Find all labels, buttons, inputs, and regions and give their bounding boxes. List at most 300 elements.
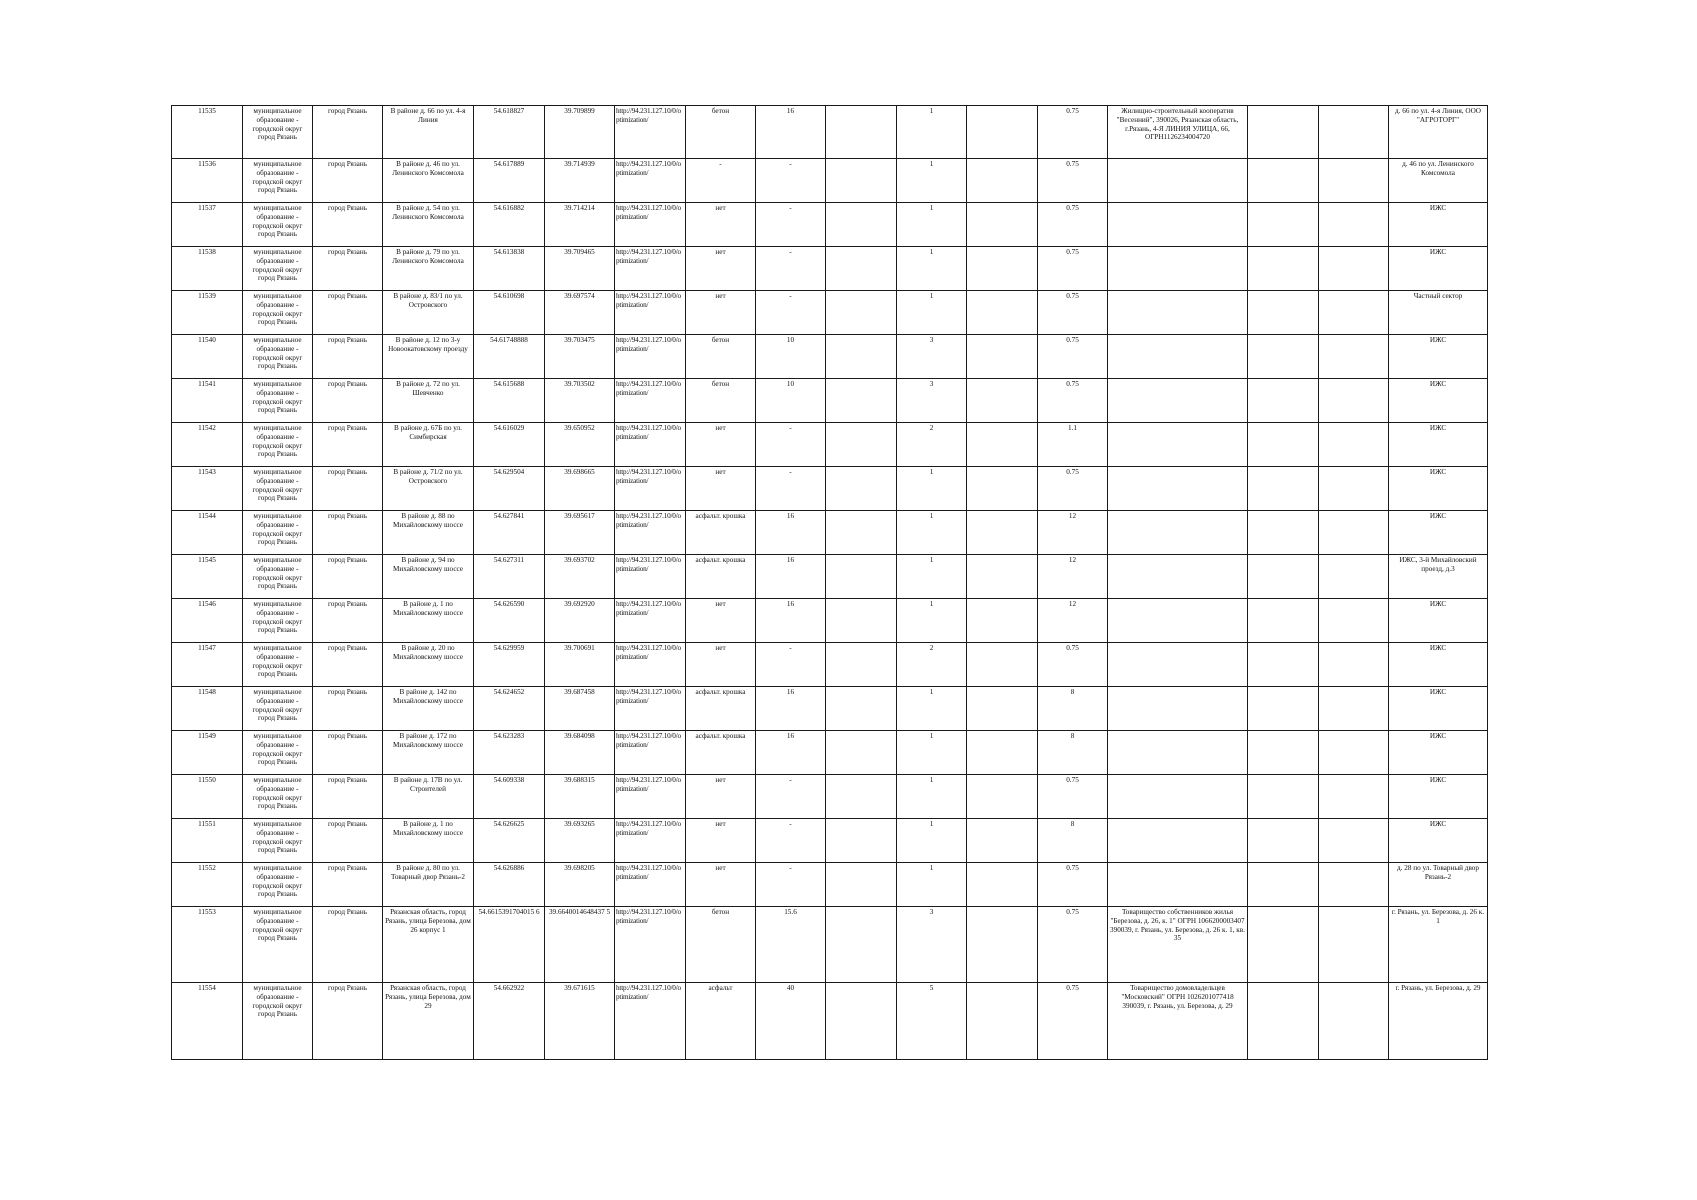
empty-cell [967,159,1038,203]
empty-cell [826,599,897,643]
containers-count-cell: 1 [897,731,967,775]
surface-cell: нет [686,819,756,863]
longitude-cell: 39.650952 [545,423,615,467]
container-volume-cell: 0.75 [1038,775,1108,819]
latitude-cell: 54.629504 [474,467,545,511]
municipality-cell: муниципальное образование - городской округ город Рязань [243,599,313,643]
row-number-cell: 11539 [172,291,243,335]
address-cell: В районе д. 71/2 по ул. Островского [383,467,474,511]
longitude-cell: 39.692920 [545,599,615,643]
container-volume-cell: 0.75 [1038,106,1108,159]
surface-cell: нет [686,599,756,643]
surface-cell: нет [686,467,756,511]
area-cell: 16 [756,106,826,159]
settlement-cell: город Рязань [313,643,383,687]
empty-cell [1248,467,1319,511]
longitude-cell: 39.687458 [545,687,615,731]
empty-cell [1248,106,1319,159]
containers-count-cell: 1 [897,511,967,555]
owner-cell [1108,775,1248,819]
latitude-cell: 54.6615391704015 6 [474,907,545,983]
map-link-cell[interactable]: http://94.231.127.10/0/optimization/ [615,863,686,907]
empty-cell [826,291,897,335]
latitude-cell: 54.616029 [474,423,545,467]
area-cell: 40 [756,983,826,1060]
longitude-cell: 39.709465 [545,247,615,291]
latitude-cell: 54.617889 [474,159,545,203]
empty-cell [1248,335,1319,379]
waste-sources-cell: ИЖС [1389,511,1488,555]
surface-cell: нет [686,247,756,291]
map-link-cell[interactable]: http://94.231.127.10/0/optimization/ [615,643,686,687]
containers-count-cell: 1 [897,863,967,907]
containers-count-cell: 3 [897,335,967,379]
empty-cell [1248,983,1319,1060]
latitude-cell: 54.609338 [474,775,545,819]
empty-cell [1248,687,1319,731]
owner-cell [1108,687,1248,731]
municipality-cell: муниципальное образование - городской округ город Рязань [243,379,313,423]
empty-cell [1319,203,1389,247]
empty-cell [826,983,897,1060]
empty-cell [1319,687,1389,731]
surface-cell: нет [686,775,756,819]
empty-cell [967,335,1038,379]
municipality-cell: муниципальное образование - городской округ город Рязань [243,247,313,291]
map-link-cell[interactable]: http://94.231.127.10/0/optimization/ [615,599,686,643]
area-cell: 16 [756,687,826,731]
settlement-cell: город Рязань [313,555,383,599]
containers-count-cell: 5 [897,983,967,1060]
longitude-cell: 39.688315 [545,775,615,819]
owner-cell [1108,247,1248,291]
empty-cell [1248,863,1319,907]
container-volume-cell: 0.75 [1038,863,1108,907]
address-cell: Рязанская область, город Рязань, улица Березова, дом 29 [383,983,474,1060]
area-cell: 16 [756,599,826,643]
settlement-cell: город Рязань [313,599,383,643]
longitude-cell: 39.6640014648437 5 [545,907,615,983]
empty-cell [1319,775,1389,819]
empty-cell [1319,511,1389,555]
map-link-cell[interactable]: http://94.231.127.10/0/optimization/ [615,379,686,423]
waste-sources-cell: ИЖС [1389,599,1488,643]
owner-cell [1108,599,1248,643]
waste-sources-cell: ИЖС [1389,335,1488,379]
address-cell: В районе д. 20 по Михайловскому шоссе [383,643,474,687]
municipality-cell: муниципальное образование - городской округ город Рязань [243,291,313,335]
latitude-cell: 54.626590 [474,599,545,643]
settlement-cell: город Рязань [313,863,383,907]
empty-cell [826,159,897,203]
settlement-cell: город Рязань [313,511,383,555]
map-link-cell[interactable]: http://94.231.127.10/0/optimization/ [615,423,686,467]
containers-count-cell: 2 [897,643,967,687]
settlement-cell: город Рязань [313,106,383,159]
table-row [172,106,1488,159]
longitude-cell: 39.700691 [545,643,615,687]
waste-sources-cell: ИЖС [1389,731,1488,775]
row-number-cell: 11554 [172,983,243,1060]
empty-cell [1248,731,1319,775]
waste-sources-cell: д. 46 по ул. Ленинского Комсомола [1389,159,1488,203]
empty-cell [826,423,897,467]
address-cell: В районе д. 54 по ул. Ленинского Комсомола [383,203,474,247]
empty-cell [967,687,1038,731]
empty-cell [1319,819,1389,863]
container-volume-cell: 1.1 [1038,423,1108,467]
table-row [172,907,1488,983]
map-link-cell[interactable]: http://94.231.127.10/0/optimization/ [615,159,686,203]
municipality-cell: муниципальное образование - городской округ город Рязань [243,106,313,159]
owner-cell: Товарищество собственников жилья "Березова, д. 26, к. 1" ОГРН 1066200003407 390039, г. Рязань, ул. Березова, д. 26 к. 1, кв. 35 [1108,907,1248,983]
settlement-cell: город Рязань [313,335,383,379]
longitude-cell: 39.714939 [545,159,615,203]
latitude-cell: 54.61748888 [474,335,545,379]
settlement-cell: город Рязань [313,291,383,335]
empty-cell [826,335,897,379]
municipality-cell: муниципальное образование - городской округ город Рязань [243,643,313,687]
settlement-cell: город Рязань [313,983,383,1060]
table-row [172,731,1488,775]
map-link-cell[interactable]: http://94.231.127.10/0/optimization/ [615,106,686,159]
empty-cell [967,106,1038,159]
row-number-cell: 11549 [172,731,243,775]
area-cell: - [756,247,826,291]
empty-cell [1248,907,1319,983]
empty-cell [1248,599,1319,643]
settlement-cell: город Рязань [313,203,383,247]
containers-count-cell: 1 [897,291,967,335]
surface-cell: асфальт. крошка [686,687,756,731]
empty-cell [1248,203,1319,247]
surface-cell: нет [686,643,756,687]
row-number-cell: 11550 [172,775,243,819]
waste-sources-cell: г. Рязань, ул. Березова, д. 26 к. 1 [1389,907,1488,983]
container-volume-cell: 0.75 [1038,983,1108,1060]
latitude-cell: 54.616882 [474,203,545,247]
owner-cell [1108,423,1248,467]
latitude-cell: 54.615688 [474,379,545,423]
area-cell: - [756,819,826,863]
area-cell: - [756,643,826,687]
map-link-cell[interactable]: http://94.231.127.10/0/optimization/ [615,775,686,819]
empty-cell [1319,291,1389,335]
empty-cell [826,379,897,423]
row-number-cell: 11552 [172,863,243,907]
latitude-cell: 54.613838 [474,247,545,291]
map-link-cell[interactable]: http://94.231.127.10/0/optimization/ [615,819,686,863]
empty-cell [1248,775,1319,819]
containers-count-cell: 1 [897,599,967,643]
container-volume-cell: 0.75 [1038,291,1108,335]
empty-cell [967,247,1038,291]
owner-cell [1108,731,1248,775]
area-cell: 16 [756,511,826,555]
waste-sources-cell: ИЖС [1389,247,1488,291]
area-cell: 16 [756,555,826,599]
area-cell: 10 [756,335,826,379]
latitude-cell: 54.626886 [474,863,545,907]
owner-cell [1108,335,1248,379]
row-number-cell: 11538 [172,247,243,291]
empty-cell [1319,643,1389,687]
empty-cell [826,775,897,819]
container-volume-cell: 0.75 [1038,467,1108,511]
table-row [172,247,1488,291]
municipality-cell: муниципальное образование - городской округ город Рязань [243,775,313,819]
latitude-cell: 54.629959 [474,643,545,687]
address-cell: В районе д. 17В по ул. Строителей [383,775,474,819]
owner-cell [1108,379,1248,423]
empty-cell [967,819,1038,863]
row-number-cell: 11548 [172,687,243,731]
waste-sources-cell: Частный сектор [1389,291,1488,335]
municipality-cell: муниципальное образование - городской округ город Рязань [243,467,313,511]
table-row [172,819,1488,863]
longitude-cell: 39.697574 [545,291,615,335]
row-number-cell: 11553 [172,907,243,983]
empty-cell [1248,379,1319,423]
municipality-cell: муниципальное образование - городской округ город Рязань [243,335,313,379]
containers-count-cell: 1 [897,687,967,731]
row-number-cell: 11543 [172,467,243,511]
surface-cell: асфальт [686,983,756,1060]
container-volume-cell: 0.75 [1038,247,1108,291]
latitude-cell: 54.662922 [474,983,545,1060]
containers-count-cell: 1 [897,106,967,159]
empty-cell [1319,731,1389,775]
empty-cell [967,511,1038,555]
empty-cell [1319,159,1389,203]
map-link-cell[interactable]: http://94.231.127.10/0/optimization/ [615,467,686,511]
empty-cell [967,423,1038,467]
empty-cell [1319,106,1389,159]
row-number-cell: 11541 [172,379,243,423]
municipality-cell: муниципальное образование - городской округ город Рязань [243,687,313,731]
table-row [172,687,1488,731]
map-link-cell[interactable]: http://94.231.127.10/0/optimization/ [615,291,686,335]
empty-cell [826,819,897,863]
address-cell: В районе д. 46 по ул. Ленинского Комсомола [383,159,474,203]
area-cell: 10 [756,379,826,423]
waste-sources-cell: д. 28 по ул. Товарный двор Рязань-2 [1389,863,1488,907]
waste-sources-cell: ИЖС [1389,819,1488,863]
owner-cell: Жилищно-строительный кооператив "Весенний", 390026, Рязанская область, г.Рязань, 4-Я ЛИНИЯ УЛИЦА, 66, ОГРН1126234004720 [1108,106,1248,159]
waste-sources-cell: г. Рязань, ул. Березова, д. 29 [1389,983,1488,1060]
owner-cell [1108,203,1248,247]
latitude-cell: 54.624652 [474,687,545,731]
empty-cell [1248,555,1319,599]
table-row [172,983,1488,1060]
area-cell: - [756,423,826,467]
row-number-cell: 11537 [172,203,243,247]
table-row [172,335,1488,379]
waste-sources-cell: ИЖС [1389,379,1488,423]
surface-cell: нет [686,863,756,907]
empty-cell [826,687,897,731]
container-volume-cell: 12 [1038,555,1108,599]
surface-cell: бетон [686,379,756,423]
row-number-cell: 11547 [172,643,243,687]
container-volume-cell: 0.75 [1038,643,1108,687]
table-row [172,775,1488,819]
table-row [172,643,1488,687]
owner-cell [1108,863,1248,907]
containers-count-cell: 2 [897,423,967,467]
municipality-cell: муниципальное образование - городской округ город Рязань [243,159,313,203]
map-link-cell[interactable]: http://94.231.127.10/0/optimization/ [615,335,686,379]
latitude-cell: 54.610698 [474,291,545,335]
area-cell: 16 [756,731,826,775]
empty-cell [967,203,1038,247]
row-number-cell: 11546 [172,599,243,643]
empty-cell [1319,467,1389,511]
empty-cell [967,863,1038,907]
container-volume-cell: 0.75 [1038,379,1108,423]
container-volume-cell: 0.75 [1038,159,1108,203]
map-link-cell[interactable]: http://94.231.127.10/0/optimization/ [615,731,686,775]
containers-count-cell: 1 [897,467,967,511]
map-link-cell[interactable]: http://94.231.127.10/0/optimization/ [615,247,686,291]
settlement-cell: город Рязань [313,247,383,291]
surface-cell: бетон [686,907,756,983]
address-cell: В районе д. 12 по 3-у Новоокатовскому проезду [383,335,474,379]
table-row [172,291,1488,335]
surface-cell: нет [686,423,756,467]
empty-cell [1248,643,1319,687]
address-cell: В районе д. 83/1 по ул. Островского [383,291,474,335]
owner-cell [1108,159,1248,203]
address-cell: В районе д. 80 по ул. Товарный двор Рязань-2 [383,863,474,907]
municipality-cell: муниципальное образование - городской округ город Рязань [243,511,313,555]
area-cell: - [756,159,826,203]
longitude-cell: 39.709899 [545,106,615,159]
empty-cell [967,775,1038,819]
address-cell: В районе д. 142 по Михайловскому шоссе [383,687,474,731]
settlement-cell: город Рязань [313,379,383,423]
waste-sources-cell: ИЖС [1389,687,1488,731]
row-number-cell: 11542 [172,423,243,467]
row-number-cell: 11535 [172,106,243,159]
address-cell: В районе д. 66 по ул. 4-я Линия [383,106,474,159]
containers-count-cell: 1 [897,555,967,599]
table-row [172,159,1488,203]
surface-cell: асфальт. крошка [686,555,756,599]
container-volume-cell: 12 [1038,599,1108,643]
settlement-cell: город Рязань [313,907,383,983]
containers-count-cell: 1 [897,819,967,863]
longitude-cell: 39.714214 [545,203,615,247]
empty-cell [826,203,897,247]
area-cell: - [756,775,826,819]
container-volume-cell: 8 [1038,687,1108,731]
address-cell: Рязанская область, город Рязань, улица Березова, дом 26 корпус 1 [383,907,474,983]
address-cell: В районе д. 67Б по ул. Симбирская [383,423,474,467]
map-link-cell[interactable]: http://94.231.127.10/0/optimization/ [615,555,686,599]
owner-cell [1108,819,1248,863]
empty-cell [826,863,897,907]
empty-cell [1319,555,1389,599]
address-cell: В районе д. 79 по ул. Ленинского Комсомола [383,247,474,291]
municipality-cell: муниципальное образование - городской округ город Рязань [243,423,313,467]
address-cell: В районе д. 1 по Михайловскому шоссе [383,819,474,863]
table-body [172,106,1488,1060]
table-row [172,863,1488,907]
longitude-cell: 39.703502 [545,379,615,423]
row-number-cell: 11540 [172,335,243,379]
empty-cell [826,247,897,291]
empty-cell [1319,863,1389,907]
latitude-cell: 54.618827 [474,106,545,159]
longitude-cell: 39.695617 [545,511,615,555]
empty-cell [967,555,1038,599]
map-link-cell[interactable]: http://94.231.127.10/0/optimization/ [615,687,686,731]
empty-cell [826,467,897,511]
empty-cell [967,983,1038,1060]
settlement-cell: город Рязань [313,423,383,467]
municipality-cell: муниципальное образование - городской округ город Рязань [243,731,313,775]
area-cell: - [756,291,826,335]
address-cell: В районе д. 88 по Михайловскому шоссе [383,511,474,555]
table-row [172,511,1488,555]
waste-sources-cell: ИЖС [1389,467,1488,511]
empty-cell [826,643,897,687]
latitude-cell: 54.627841 [474,511,545,555]
empty-cell [1248,511,1319,555]
owner-cell: Товарищество домовладельцев "Московский" ОГРН 1026201077418 390039, г. Рязань, ул. Березова, д. 29 [1108,983,1248,1060]
empty-cell [1319,599,1389,643]
row-number-cell: 11536 [172,159,243,203]
map-link-cell[interactable]: http://94.231.127.10/0/optimization/ [615,203,686,247]
empty-cell [967,291,1038,335]
latitude-cell: 54.626625 [474,819,545,863]
longitude-cell: 39.698205 [545,863,615,907]
empty-cell [1319,423,1389,467]
empty-cell [1248,291,1319,335]
longitude-cell: 39.693702 [545,555,615,599]
table-row [172,423,1488,467]
containers-count-cell: 1 [897,247,967,291]
surface-cell: асфальт. крошка [686,731,756,775]
area-cell: 15.6 [756,907,826,983]
table-row [172,555,1488,599]
empty-cell [1319,907,1389,983]
empty-cell [826,555,897,599]
waste-sources-cell: д. 66 по ул. 4-я Линия, ООО "АГРОТОРГ" [1389,106,1488,159]
empty-cell [1248,423,1319,467]
empty-cell [826,731,897,775]
container-volume-cell: 8 [1038,731,1108,775]
surface-cell: бетон [686,335,756,379]
empty-cell [1248,159,1319,203]
owner-cell [1108,291,1248,335]
empty-cell [1319,379,1389,423]
table-row [172,379,1488,423]
municipality-cell: муниципальное образование - городской округ город Рязань [243,907,313,983]
map-link-cell[interactable]: http://94.231.127.10/0/optimization/ [615,983,686,1060]
area-cell: - [756,467,826,511]
empty-cell [1248,819,1319,863]
containers-count-cell: 3 [897,907,967,983]
empty-cell [967,907,1038,983]
map-link-cell[interactable]: http://94.231.127.10/0/optimization/ [615,511,686,555]
container-volume-cell: 8 [1038,819,1108,863]
map-link-cell[interactable]: http://94.231.127.10/0/optimization/ [615,907,686,983]
empty-cell [1319,247,1389,291]
latitude-cell: 54.623283 [474,731,545,775]
owner-cell [1108,643,1248,687]
